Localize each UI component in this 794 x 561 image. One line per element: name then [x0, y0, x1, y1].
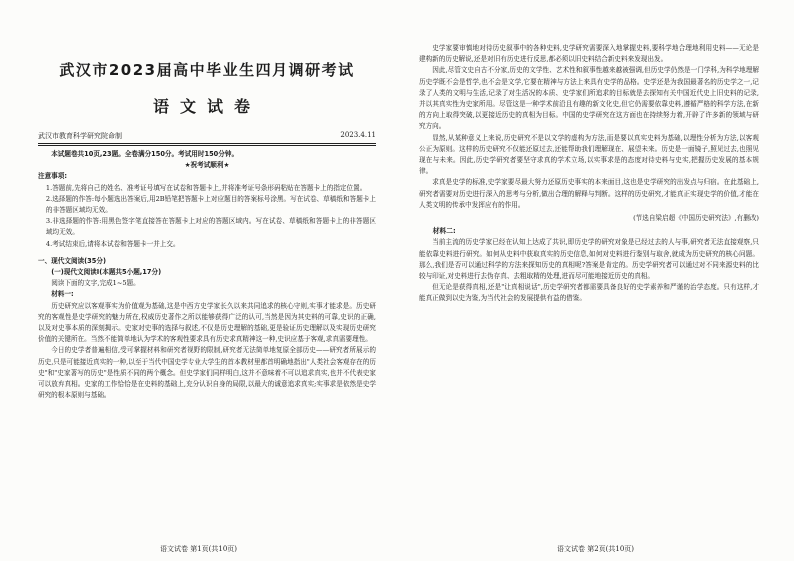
material-2-label: 材料二: [432, 227, 456, 236]
paragraph: 史学家要审慎地对待历史叙事中的各种史料,史学研究需要深入地掌握史料,要科学地合理地利用史料——无论是建构新的历史解说,还是对旧有历史进行反思,都必须以旧史料结合新史料来发现出发。 [419, 44, 759, 64]
source-citation: (节选自梁启超《中国历史研究法》,有删改) [633, 214, 759, 223]
section-heading: 一、现代文阅读(35分) [38, 256, 106, 265]
secret-note: ★祝考试顺利★ [184, 161, 230, 170]
subsection-heading: (一)现代文阅读Ⅰ(本题共5小题,17分) [51, 268, 162, 277]
paragraph: 但无论是获得真相,还是"让真相说话",历史学研究者都需要具备良好的史学素养和严谨的治学态度。只有这样,才能真正做到以史为鉴,为当代社会的发展提供有益的借鉴。 [419, 283, 759, 303]
paragraph: 今日的史学者普遍相信,受可掌握材料和研究者视野的限制,研究者无法简单地复原全部历史——研究者所展示的历史,只是可能接近真实的一种,以至于当代中国史学专业大学生的首本教材里都首明确地指出"人类社会客观存在的历史"和"史家著写的历史"是性质不同的两个概念。但史学家们同样明白,这并不意味着不可以追求真实,也并不代表史家可以放弃真相。史家的工作恰恰是在史料的基础上,充分认识自身的局限,以最大的诚意追求真实;实事求是依然是史学研究的根本原则与基础。 [38, 346, 376, 400]
page-2-footer: 语文试卷 第2页(共10页) [556, 545, 635, 553]
paragraph: 历史研究应以客观事实为价值观为基础,这是中西方史学家长久以来共同追求的核心守则,实事才能求是。历史研究的客观性是史学研究的魅力所在,权威历史著作之所以能够获得广泛的认可,当然是因为其史料的可靠,史识的正确,以及对史事本质的深刻揭示。史家对史事的选择与叙述,不仅是历史理解的基础,更是验证历史理解以及实现历史研究价值的关键所在。当然不能简单地认为学术的客观性要求具有历史求真精神这一种,史识应基于客观,求真需要理性。 [38, 301, 376, 344]
issuer-line [38, 131, 376, 144]
page-1-content [38, 0, 376, 535]
page-1-footer: 语文试卷 第1页(共10页) [159, 545, 238, 553]
exam-date: 2023.4.11 [340, 131, 376, 139]
header-rule [38, 145, 376, 146]
paragraph: 当前主流的历史学家已经在认知上达成了共识,即历史学的研究对象是已经过去的人与事,研究者无法直接观察,只能依靠史料进行研究。如何从史料中获取真实的历史信息,如何对史料进行鉴别与取舍,就成为历史研究的核心问题。那么,我们是否可以通过科学的方法来探知历史的真相呢?答案是肯定的。历史学研究者可以通过对不同来源史料的比较与印证,对史料进行去伪存真、去粗取精的处理,进而尽可能地接近历史的真相。 [419, 238, 759, 281]
paragraph: 求真是史学的标准,史学家要尽最大努力还原历史事实的本来面目,这也是史学研究的出发点与归宿。在此基础上,研究者需要对历史进行深入的思考与分析,做出合理的解释与判断。这样的历史研究,才能真正实现史学的价值,才能在人类文明的传承中发挥应有的作用。 [419, 178, 759, 209]
page-2-content [419, 43, 759, 535]
issuer: 武汉市教育科学研究院命制 [38, 132, 122, 140]
subject-title: 语文试卷 [152, 97, 261, 116]
paragraph: 因此,尽管文史自古不分家,历史的文学性、艺术性和叙事性越来越被强调,但历史学仍然是一门学科,为科学地理解历史学既不会是哲学,也不会是文学,它要在精神与方法上来具有史学的品格。史学还是为我国最著名的历史学之一,记录了人类的文明与生活,记录了对生活况的本质、史学家们所追求的目标就是去探知有关中国近代史上旧史料的记录,并以其真实性为史家所用。尽管这是一种学术前沿且有趣的新文化史,但它仍需要依靠史料,遵循严格的科学方法,在新的方向上取得突破,以更接近历史的真相为目标。中国的史学研究在这方面也在持续努力着,开辟了许多新的领域与研究方向。 [419, 66, 759, 131]
material-1-label: 材料一: [51, 290, 74, 299]
note-item: 2.选择题的作答:每小题选出答案后,用2B铅笔把答题卡上对应题目的答案标号涂黑。写在试卷、草稿纸和答题卡上的非答题区域均无效。 [45, 194, 376, 215]
page-2 [397, 0, 794, 561]
paragraph: 显然,从某种意义上来说,历史研究不是以文学的虚构为方法,而是要以真实史料为基础,以理性分析为方法,以客观公正为原则。这样的历史研究不仅能还原过去,还能帮助我们理解现在、展望未来。历史是一面镜子,照见过去,也照见现在与未来。因此,历史学研究者要坚守求真的学术立场,以实事求是的态度对待史料与史实,把握历史发展的基本规律。 [419, 133, 759, 176]
exam-title: 武汉市2023届高中毕业生四月调研考试 [59, 61, 355, 79]
reading-instruction: 阅读下面的文字,完成1~5题。 [51, 279, 140, 288]
note-item: 1.答题前,先将自己的姓名、准考证号填写在试卷和答题卡上,并将准考证号条形码粘贴在答题卡上的指定位置。 [45, 183, 367, 192]
note-item: 4.考试结束后,请将本试卷和答题卡一并上交。 [45, 239, 180, 248]
exam-info: 本试题卷共10页,23题。全卷满分150分。考试用时150分钟。 [51, 150, 239, 158]
note-item: 3.非选择题的作答:用黑色签字笔直接答在答题卡上对应的答题区域内。写在试卷、草稿纸和答题卡上的非答题区域均无效。 [45, 217, 376, 237]
notes-heading: 注意事项: [38, 172, 68, 181]
